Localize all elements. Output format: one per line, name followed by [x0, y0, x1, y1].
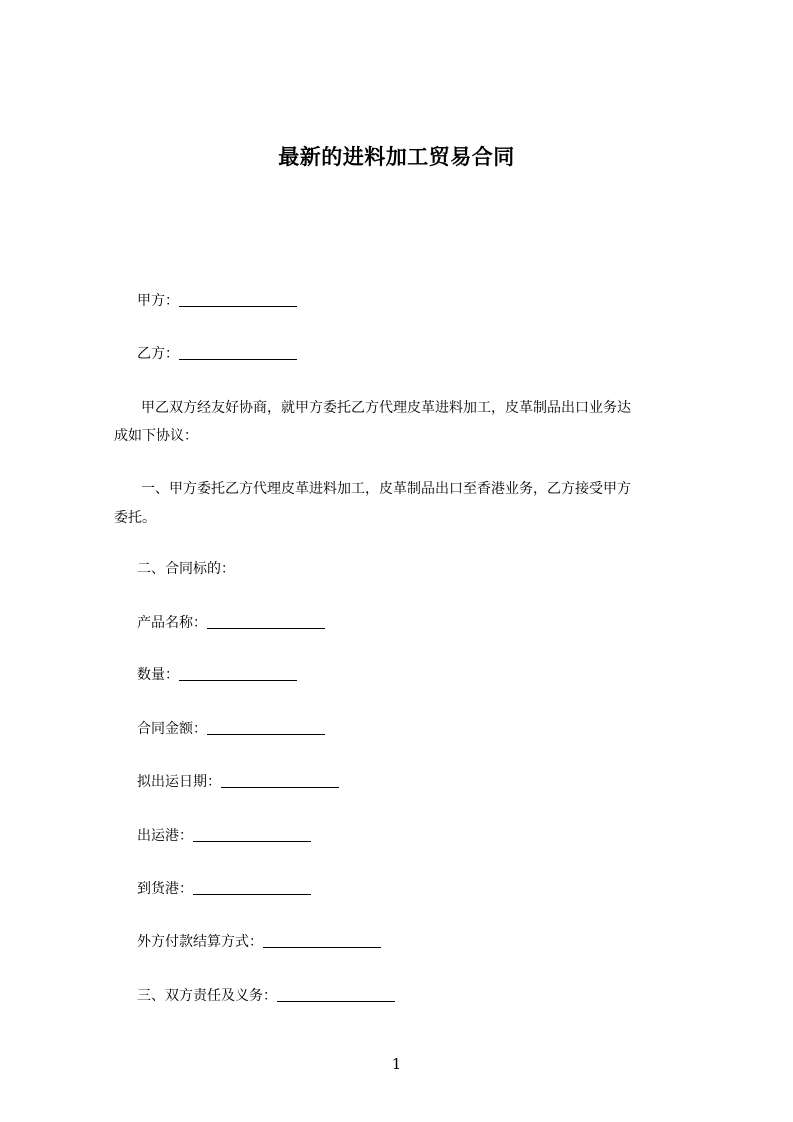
- intro-line-2: [114, 426, 198, 446]
- party-b-blank: [179, 345, 297, 360]
- party-b-line: [137, 344, 297, 364]
- ship-date-blank: [221, 773, 339, 788]
- party-b-label: 乙方：: [137, 346, 179, 362]
- quantity-blank: [179, 666, 297, 681]
- party-a-blank: [179, 292, 297, 307]
- clause2-heading: [137, 559, 235, 579]
- clause1-line-1: [137, 479, 631, 499]
- intro-text-2: 成如下协议：: [114, 428, 198, 444]
- payment-method-line: [137, 932, 381, 952]
- clause1-text-1: 一、甲方委托乙方代理皮革进料加工，皮革制品出口至香港业务，乙方接受甲方: [141, 481, 631, 497]
- port-of-shipment-blank: [193, 827, 311, 842]
- quantity-line: [137, 665, 297, 685]
- quantity-label: 数量：: [137, 667, 179, 683]
- product-name-line: [137, 613, 325, 633]
- document-title: 最新的进料加工贸易合同: [278, 145, 515, 169]
- intro-line-1: [137, 398, 631, 418]
- port-of-arrival-blank: [193, 880, 311, 895]
- payment-method-blank: [263, 933, 381, 948]
- clause1-text-2: 委托。: [114, 510, 156, 526]
- page-number: 1: [391, 1055, 402, 1073]
- party-a-line: [137, 291, 297, 311]
- port-of-arrival-line: [137, 879, 311, 899]
- contract-amount-line: [137, 719, 325, 739]
- product-name-label: 产品名称：: [137, 615, 207, 631]
- clause1-line-2: [114, 508, 156, 528]
- clause2-text: 二、合同标的：: [137, 561, 235, 577]
- intro-text-1: 甲乙双方经友好协商，就甲方委托乙方代理皮革进料加工，皮革制品出口业务达: [141, 400, 631, 416]
- clause3-label: 三、双方责任及义务：: [137, 988, 277, 1004]
- contract-amount-blank: [207, 720, 325, 735]
- ship-date-label: 拟出运日期：: [137, 774, 221, 790]
- port-of-shipment-label: 出运港：: [137, 828, 193, 844]
- ship-date-line: [137, 772, 339, 792]
- clause3-blank: [277, 987, 395, 1002]
- port-of-arrival-label: 到货港：: [137, 881, 193, 897]
- contract-amount-label: 合同金额：: [137, 721, 207, 737]
- port-of-shipment-line: [137, 826, 311, 846]
- product-name-blank: [207, 614, 325, 629]
- clause3-line: [137, 986, 395, 1006]
- party-a-label: 甲方：: [137, 293, 179, 309]
- payment-method-label: 外方付款结算方式：: [137, 934, 263, 950]
